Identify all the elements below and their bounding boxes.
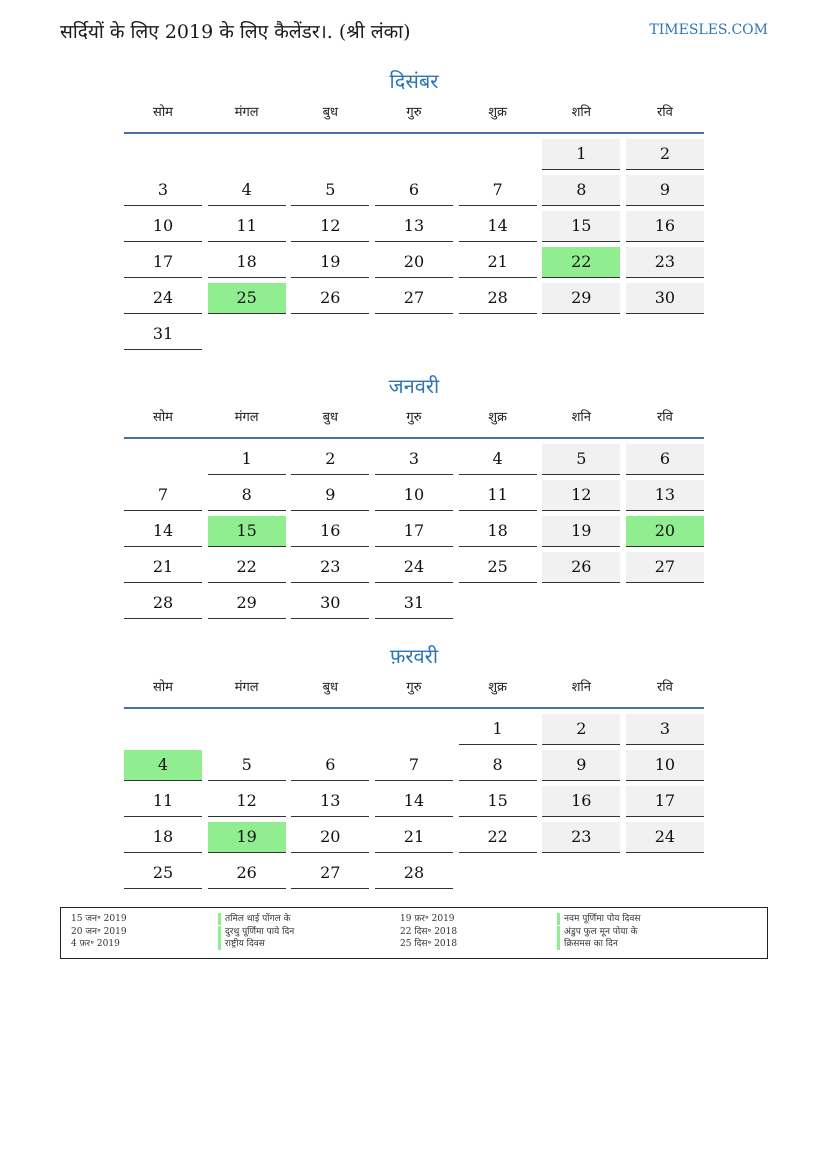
week-row bbox=[124, 750, 704, 786]
empty-day-cell bbox=[291, 319, 369, 350]
day-cell: 18 bbox=[208, 247, 286, 278]
day-cell: 3 bbox=[124, 175, 202, 206]
weekday-header-row bbox=[124, 96, 704, 126]
week-row bbox=[124, 786, 704, 822]
empty-day-cell bbox=[542, 588, 620, 619]
day-cell: 10 bbox=[124, 211, 202, 242]
day-cell: 21 bbox=[124, 552, 202, 583]
day-cell: 8 bbox=[208, 480, 286, 511]
empty-day-cell bbox=[542, 319, 620, 350]
day-cell: 20 bbox=[626, 516, 704, 547]
day-cell: 17 bbox=[626, 786, 704, 817]
day-cell: 10 bbox=[375, 480, 453, 511]
empty-day-cell bbox=[459, 858, 537, 889]
empty-day-cell bbox=[291, 139, 369, 170]
legend-date: 15 जन॰ 2019 bbox=[71, 914, 127, 924]
day-cell: 6 bbox=[291, 750, 369, 781]
day-cell: 7 bbox=[459, 175, 537, 206]
page-header bbox=[60, 18, 768, 48]
day-cell: 8 bbox=[542, 175, 620, 206]
day-cell: 3 bbox=[626, 714, 704, 745]
day-cell: 30 bbox=[626, 283, 704, 314]
week-row bbox=[124, 822, 704, 858]
day-cell: 16 bbox=[542, 786, 620, 817]
week-grid bbox=[124, 444, 704, 624]
day-cell: 6 bbox=[626, 444, 704, 475]
week-row bbox=[124, 480, 704, 516]
weekday-label: बुध bbox=[322, 105, 339, 120]
day-cell: 8 bbox=[459, 750, 537, 781]
week-row bbox=[124, 858, 704, 894]
day-cell: 12 bbox=[542, 480, 620, 511]
weekday-label: शनि bbox=[571, 410, 591, 425]
day-cell: 11 bbox=[124, 786, 202, 817]
day-cell: 5 bbox=[208, 750, 286, 781]
day-cell: 9 bbox=[626, 175, 704, 206]
day-cell: 25 bbox=[208, 283, 286, 314]
legend-holiday-name: तमिल थाई पोंगल के bbox=[218, 913, 291, 925]
week-row bbox=[124, 588, 704, 624]
weekday-label: सोम bbox=[153, 105, 173, 120]
week-row bbox=[124, 283, 704, 319]
day-cell: 26 bbox=[291, 283, 369, 314]
weekday-label: गुरु bbox=[406, 680, 422, 695]
day-cell: 16 bbox=[291, 516, 369, 547]
day-cell: 30 bbox=[291, 588, 369, 619]
day-cell: 23 bbox=[291, 552, 369, 583]
week-grid bbox=[124, 714, 704, 894]
day-cell: 22 bbox=[542, 247, 620, 278]
empty-day-cell bbox=[459, 139, 537, 170]
day-cell: 27 bbox=[375, 283, 453, 314]
empty-day-cell bbox=[375, 714, 453, 745]
weekday-label: सोम bbox=[153, 410, 173, 425]
weekday-label: मंगल bbox=[234, 105, 259, 120]
holiday-legend bbox=[60, 907, 768, 959]
day-cell: 19 bbox=[542, 516, 620, 547]
weekday-label: शनि bbox=[571, 680, 591, 695]
header-rule bbox=[124, 707, 704, 709]
weekday-label: रवि bbox=[656, 410, 673, 425]
empty-day-cell bbox=[626, 319, 704, 350]
day-cell: 13 bbox=[291, 786, 369, 817]
day-cell: 22 bbox=[459, 822, 537, 853]
weekday-label: गुरु bbox=[406, 410, 422, 425]
day-cell: 11 bbox=[459, 480, 537, 511]
legend-date: 19 फ़र॰ 2019 bbox=[400, 914, 455, 924]
empty-day-cell bbox=[459, 319, 537, 350]
day-cell: 21 bbox=[375, 822, 453, 853]
day-cell: 13 bbox=[626, 480, 704, 511]
day-cell: 1 bbox=[542, 139, 620, 170]
empty-day-cell bbox=[626, 858, 704, 889]
weekday-label: शनि bbox=[571, 105, 591, 120]
day-cell: 23 bbox=[626, 247, 704, 278]
empty-day-cell bbox=[291, 714, 369, 745]
day-cell: 14 bbox=[459, 211, 537, 242]
week-row bbox=[124, 139, 704, 175]
month-february bbox=[124, 641, 704, 894]
day-cell: 2 bbox=[542, 714, 620, 745]
header-rule bbox=[124, 437, 704, 439]
month-december bbox=[124, 66, 704, 355]
legend-holiday-name: क्रिसमस का दिन bbox=[557, 938, 618, 950]
day-cell: 24 bbox=[124, 283, 202, 314]
day-cell: 19 bbox=[291, 247, 369, 278]
day-cell: 20 bbox=[375, 247, 453, 278]
day-cell: 20 bbox=[291, 822, 369, 853]
empty-day-cell bbox=[542, 858, 620, 889]
legend-holiday-name: नवम पूर्णिमा पोय दिवस bbox=[557, 913, 641, 925]
day-cell: 5 bbox=[291, 175, 369, 206]
day-cell: 4 bbox=[459, 444, 537, 475]
empty-day-cell bbox=[459, 588, 537, 619]
weekday-label: बुध bbox=[322, 410, 339, 425]
day-cell: 7 bbox=[375, 750, 453, 781]
legend-holiday-name: अंडुप फुल मून पोया के bbox=[557, 926, 638, 938]
day-cell: 15 bbox=[459, 786, 537, 817]
day-cell: 22 bbox=[208, 552, 286, 583]
weekday-label: रवि bbox=[656, 105, 673, 120]
legend-row bbox=[61, 938, 767, 951]
weekday-label: रवि bbox=[656, 680, 673, 695]
page-title: सर्दियों के लिए 2019 के लिए कैलेंडर।. (श्री लंका) bbox=[60, 21, 411, 43]
legend-date: 4 फ़र॰ 2019 bbox=[71, 939, 120, 949]
week-row bbox=[124, 516, 704, 552]
empty-day-cell bbox=[124, 139, 202, 170]
day-cell: 9 bbox=[291, 480, 369, 511]
empty-day-cell bbox=[626, 588, 704, 619]
day-cell: 18 bbox=[124, 822, 202, 853]
day-cell: 31 bbox=[375, 588, 453, 619]
day-cell: 31 bbox=[124, 319, 202, 350]
week-row bbox=[124, 319, 704, 355]
day-cell: 19 bbox=[208, 822, 286, 853]
day-cell: 16 bbox=[626, 211, 704, 242]
month-name: फ़रवरी bbox=[389, 644, 439, 668]
day-cell: 3 bbox=[375, 444, 453, 475]
day-cell: 4 bbox=[208, 175, 286, 206]
weekday-label: मंगल bbox=[234, 680, 259, 695]
empty-day-cell bbox=[124, 714, 202, 745]
day-cell: 9 bbox=[542, 750, 620, 781]
weekday-label: गुरु bbox=[406, 105, 422, 120]
weekday-label: मंगल bbox=[234, 410, 259, 425]
day-cell: 4 bbox=[124, 750, 202, 781]
day-cell: 28 bbox=[124, 588, 202, 619]
legend-holiday-name: राष्ट्रीय दिवस bbox=[218, 938, 265, 950]
week-row bbox=[124, 175, 704, 211]
day-cell: 12 bbox=[208, 786, 286, 817]
weekday-label: बुध bbox=[322, 680, 339, 695]
weekday-label: शुक्र bbox=[488, 105, 508, 120]
day-cell: 10 bbox=[626, 750, 704, 781]
day-cell: 18 bbox=[459, 516, 537, 547]
empty-day-cell bbox=[208, 139, 286, 170]
header-rule bbox=[124, 132, 704, 134]
day-cell: 21 bbox=[459, 247, 537, 278]
day-cell: 2 bbox=[291, 444, 369, 475]
day-cell: 15 bbox=[208, 516, 286, 547]
empty-day-cell bbox=[375, 139, 453, 170]
day-cell: 15 bbox=[542, 211, 620, 242]
weekday-label: शुक्र bbox=[488, 410, 508, 425]
day-cell: 26 bbox=[208, 858, 286, 889]
day-cell: 28 bbox=[459, 283, 537, 314]
week-grid bbox=[124, 139, 704, 355]
day-cell: 12 bbox=[291, 211, 369, 242]
day-cell: 27 bbox=[626, 552, 704, 583]
legend-date: 25 दिस॰ 2018 bbox=[400, 939, 458, 949]
legend-row bbox=[61, 913, 767, 926]
day-cell: 26 bbox=[542, 552, 620, 583]
legend-holiday-name: दुरथु पूर्णिमा पाये दिन bbox=[218, 926, 294, 938]
day-cell: 2 bbox=[626, 139, 704, 170]
empty-day-cell bbox=[375, 319, 453, 350]
day-cell: 24 bbox=[375, 552, 453, 583]
empty-day-cell bbox=[124, 444, 202, 475]
day-cell: 13 bbox=[375, 211, 453, 242]
day-cell: 1 bbox=[208, 444, 286, 475]
site-link[interactable]: TIMESLES.COM bbox=[649, 22, 768, 38]
day-cell: 6 bbox=[375, 175, 453, 206]
month-name: दिसंबर bbox=[389, 69, 439, 93]
day-cell: 23 bbox=[542, 822, 620, 853]
legend-date: 22 दिस॰ 2018 bbox=[400, 926, 458, 937]
week-row bbox=[124, 444, 704, 480]
weekday-label: शुक्र bbox=[488, 680, 508, 695]
month-january bbox=[124, 371, 704, 624]
week-row bbox=[124, 714, 704, 750]
day-cell: 27 bbox=[291, 858, 369, 889]
day-cell: 7 bbox=[124, 480, 202, 511]
day-cell: 1 bbox=[459, 714, 537, 745]
week-row bbox=[124, 247, 704, 283]
day-cell: 29 bbox=[208, 588, 286, 619]
day-cell: 24 bbox=[626, 822, 704, 853]
day-cell: 14 bbox=[375, 786, 453, 817]
weekday-label: सोम bbox=[153, 680, 173, 695]
weekday-header-row bbox=[124, 671, 704, 701]
day-cell: 5 bbox=[542, 444, 620, 475]
day-cell: 29 bbox=[542, 283, 620, 314]
legend-date: 20 जन॰ 2019 bbox=[71, 926, 127, 937]
day-cell: 17 bbox=[375, 516, 453, 547]
weekday-header-row bbox=[124, 401, 704, 431]
day-cell: 17 bbox=[124, 247, 202, 278]
week-row bbox=[124, 211, 704, 247]
day-cell: 25 bbox=[124, 858, 202, 889]
day-cell: 25 bbox=[459, 552, 537, 583]
day-cell: 11 bbox=[208, 211, 286, 242]
day-cell: 14 bbox=[124, 516, 202, 547]
empty-day-cell bbox=[208, 714, 286, 745]
legend-row bbox=[61, 926, 767, 939]
day-cell: 28 bbox=[375, 858, 453, 889]
month-name: जनवरी bbox=[388, 374, 440, 398]
empty-day-cell bbox=[208, 319, 286, 350]
week-row bbox=[124, 552, 704, 588]
